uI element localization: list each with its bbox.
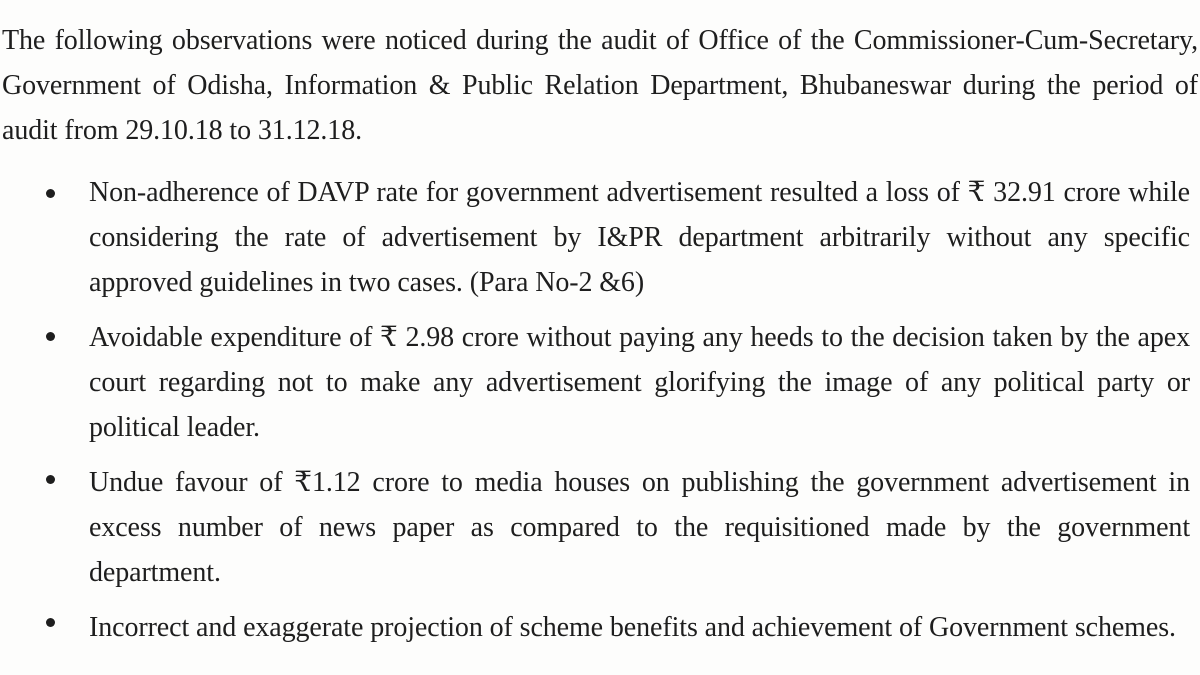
observation-text: Non-adherence of DAVP rate for government advertisement resulted a loss of ₹ 32.91 crore while considering the rate of advertisement by I&PR department arbitrarily without any specific approved guidelines in two cases. (Para No-2 &6) bbox=[89, 177, 1190, 298]
observation-item bbox=[0, 460, 1200, 595]
observation-list bbox=[0, 170, 1200, 660]
observation-item bbox=[0, 605, 1200, 650]
observation-text: Incorrect and exaggerate projection of scheme benefits and achievement of Government schemes. bbox=[89, 612, 1176, 643]
bullet-icon bbox=[46, 332, 55, 341]
bullet-icon bbox=[46, 189, 55, 198]
observation-text: Undue favour of ₹1.12 crore to media houses on publishing the government advertisement in excess number of news paper as compared to the requisitioned made by the government department. bbox=[89, 467, 1190, 588]
bullet-icon bbox=[46, 618, 55, 627]
intro-paragraph: The following observations were noticed during the audit of Office of the Commissioner-Cum-Secretary, Government of Odisha, Information & Public Relation Department, Bhubaneswar during the period of audit from 29.10.18 to 31.12.18. bbox=[2, 25, 1198, 146]
observation-text: Avoidable expenditure of ₹ 2.98 crore without paying any heeds to the decision taken by the apex court regarding not to make any advertisement glorifying the image of any political party or political leader. bbox=[89, 322, 1190, 443]
observation-item bbox=[0, 170, 1200, 305]
observation-item bbox=[0, 315, 1200, 450]
bullet-icon bbox=[46, 475, 55, 484]
